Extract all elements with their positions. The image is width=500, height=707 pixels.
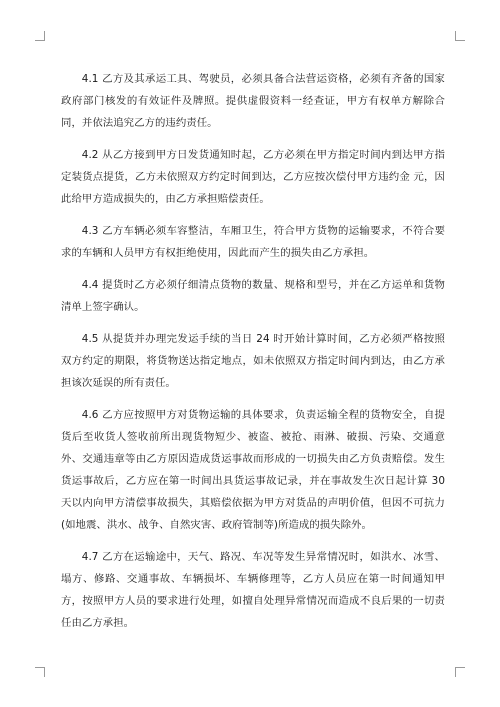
crop-mark-top-right [455, 31, 465, 41]
crop-mark-bottom-left [35, 667, 45, 677]
clause-4-3: 4.3 乙方车辆必须车容整洁，车厢卫生，符合甲方货物的运输要求，不符合要求的车辆和人员甲方有权拒绝使用，因此而产生的损失由乙方承担。 [61, 225, 445, 259]
clause-4-7: 4.7 乙方在运输途中，天气、路况、车况等发生异常情况时，如洪水、冰雪、塌方、修路、交通事故、车辆损坏、车辆修理等，乙方人员应在第一时间通知甲方，按照甲方人员的要求进行处理，如擅自处理异常情况而造成不良后果的一切责任由乙方承担。 [61, 551, 445, 629]
clause-4-1: 4.1 乙方及其承运工具、驾驶员，必须具备合法营运资格，必须有齐备的国家政府部门核发的有效证件及牌照。提供虚假资料一经查证，甲方有权单方解除合同，并依法追究乙方的违约责任。 [61, 73, 445, 129]
clause-4-2: 4.2 从乙方接到甲方日发货通知时起，乙方必须在甲方指定时间内到达甲方指定装货点提货，乙方未依照双方约定时间到达，乙方应按次偿付甲方违约金 元，因此给甲方造成损失的，由乙方承担赔偿责任。 [61, 149, 445, 205]
crop-mark-bottom-right [455, 667, 465, 677]
clause-4-5: 4.5 从提货并办理完发运手续的当日 24 时开始计算时间，乙方必须严格按照双方约定的期限，将货物送达指定地点，如未依照双方指定时间内到达，由乙方承担该次延误的所有责任。 [61, 333, 445, 389]
clause-4-4: 4.4 提货时乙方必须仔细清点货物的数量、规格和型号，并在乙方运单和货物清单上签字确认。 [61, 279, 445, 313]
clause-4-6: 4.6 乙方应按照甲方对货物运输的具体要求，负责运输全程的货物安全，自提货后至收货人签收前所出现货物短少、被盗、被抢、雨淋、破损、污染、交通意外、交通违章等由乙方原因造成货运事故而形成的一切损失由乙方负责赔偿。发生货运事故后，乙方应在第一时间出具货运事故记录，并在事故发生次日起计算 30 天以内向甲方清偿事故损失，其赔偿依据为甲方对货品的声明价值，但因不可抗力(如地震、洪水、战争、自然灾害、政府管制等)所造成的损失除外。 [61, 409, 445, 531]
crop-mark-top-left [35, 31, 45, 41]
document-body [61, 68, 445, 644]
